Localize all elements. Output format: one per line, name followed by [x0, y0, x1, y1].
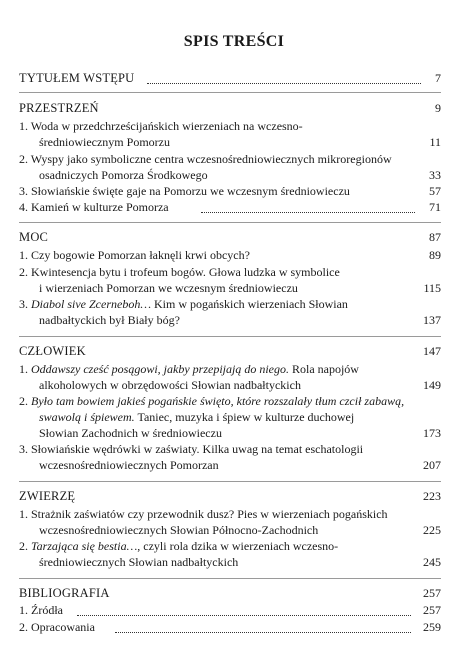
toc-entry-line[interactable] — [19, 554, 441, 570]
toc-entry-line[interactable] — [19, 619, 441, 635]
toc-entry-text: alkoholowych w obrzędowości Słowian nadbałtyckich — [39, 378, 301, 392]
toc-entry-text: nadbałtyckich był Biały bóg? — [39, 313, 180, 327]
section-label: MOC — [19, 230, 49, 244]
section-label: PRZESTRZEŃ — [19, 101, 99, 115]
toc-entry-tytulem[interactable] — [19, 70, 441, 86]
toc-entry-text: 2. Kwintesencja bytu i trofeum bogów. Głowa ludzka w symbolice — [19, 265, 340, 279]
toc-entry-line[interactable] — [19, 296, 441, 312]
page-number: 245 — [423, 555, 441, 569]
toc-entry-text: średniowiecznym Pomorzu — [39, 135, 170, 149]
leader-dots — [147, 82, 421, 84]
leader-dots — [77, 614, 411, 616]
toc-entry-text: 1. Czy bogowie Pomorzan łaknęli krwi obcych? — [19, 248, 250, 262]
toc-entry-text: 1. Źródła — [19, 603, 63, 617]
toc-entry-line[interactable] — [19, 425, 441, 441]
section-divider — [19, 481, 441, 482]
toc-entry-text: 2. Opracowania — [19, 620, 95, 634]
page-number: 257 — [423, 603, 441, 617]
toc-entry-text: 4. Kamień w kulturze Pomorza — [19, 200, 169, 214]
page-number: 33 — [429, 168, 441, 182]
page-number: 137 — [423, 313, 441, 327]
toc-section-bibliografia[interactable] — [19, 585, 441, 601]
toc-entry-line[interactable] — [19, 538, 441, 554]
section-label: BIBLIOGRAFIA — [19, 586, 110, 600]
toc-entry-text: osadniczych Pomorza Środkowego — [39, 168, 208, 182]
toc-entry-text: 2. Wyspy jako symboliczne centra wczesnośredniowiecznych mikroregionów — [19, 152, 392, 166]
toc-section-przestrzen[interactable] — [19, 100, 441, 116]
page-number: 207 — [423, 458, 441, 472]
toc-entry-text: Słowian Zachodnich w średniowieczu — [39, 426, 222, 440]
section-label: ZWIERZĘ — [19, 489, 76, 503]
section-divider — [19, 578, 441, 579]
toc-entry-line[interactable] — [19, 183, 441, 199]
toc-section-moc[interactable] — [19, 229, 441, 245]
page-number: 173 — [423, 426, 441, 440]
toc-section-czlowiek[interactable] — [19, 343, 441, 359]
toc-entry-line[interactable] — [19, 393, 441, 409]
toc-entry-text: 1. Woda w przedchrześcijańskich wierzeniach na wczesno- — [19, 119, 303, 133]
toc-entry-text: 3. Diabol sive Zcerneboh… Kim w pogańskich wierzeniach Słowian — [19, 297, 348, 311]
toc-entry-line[interactable] — [19, 522, 441, 538]
toc-section-zwierze[interactable] — [19, 488, 441, 504]
toc-entry-line[interactable] — [19, 506, 441, 522]
toc-entry-text: wczesnośredniowiecznych Słowian Północno-Zachodnich — [39, 523, 319, 537]
toc-entry-line[interactable] — [19, 441, 441, 457]
toc-entry-line[interactable] — [19, 167, 441, 183]
toc-entry-label: TYTUŁEM WSTĘPU — [19, 71, 135, 85]
toc-entry-line[interactable] — [19, 199, 441, 215]
toc-entry-text: 1. Strażnik zaświatów czy przewodnik dusz? Pies w wierzeniach pogańskich — [19, 507, 388, 521]
toc-entry-text: 2. Tarzająca się bestia…, czyli rola dzika w wierzeniach wczesno- — [19, 539, 339, 553]
toc-entry-text: średniowiecznych Słowian nadbałtyckich — [39, 555, 239, 569]
toc-entry-text: swawolą i śpiewem. Taniec, muzyka i śpiew w kulturze duchowej — [39, 410, 355, 424]
toc-entry-line[interactable] — [19, 118, 441, 134]
page-number: 7 — [435, 71, 441, 85]
toc-entry-text: wczesnośredniowiecznych Pomorzan — [39, 458, 219, 472]
section-label: CZŁOWIEK — [19, 344, 86, 358]
toc-entry-text: 2. Było tam bowiem jakieś pogańskie święto, które rozszalały tłum czcił zabawą, — [19, 394, 405, 408]
page-number: 87 — [429, 230, 441, 244]
toc-entry-line[interactable] — [19, 134, 441, 150]
toc-entry-line[interactable] — [19, 361, 441, 377]
page-number: 147 — [423, 344, 441, 358]
toc-entry-line[interactable] — [19, 602, 441, 618]
page-number: 225 — [423, 523, 441, 537]
toc-entry-text: 3. Słowiańskie święte gaje na Pomorzu we wczesnym średniowieczu — [19, 184, 350, 198]
toc-entry-text: i wierzeniach Pomorzan we wczesnym średniowieczu — [39, 281, 298, 295]
toc-entry-line[interactable] — [19, 247, 441, 263]
page-number: 149 — [423, 378, 441, 392]
toc-entry-line[interactable] — [19, 264, 441, 280]
toc-entry-text: 1. Oddawszy cześć posągowi, jakby przepijają do niego. Rola napojów — [19, 362, 359, 376]
page-number: 115 — [423, 281, 441, 295]
page-number: 257 — [423, 586, 441, 600]
toc-entry-line[interactable] — [19, 457, 441, 473]
section-divider — [19, 222, 441, 223]
page-number: 11 — [429, 135, 441, 149]
page-number: 89 — [429, 248, 441, 262]
section-divider — [19, 336, 441, 337]
toc-entry-line[interactable] — [19, 151, 441, 167]
toc-entry-line[interactable] — [19, 409, 441, 425]
toc-entry-text: 3. Słowiańskie wędrówki w zaświaty. Kilka uwag na temat eschatologii — [19, 442, 364, 456]
toc-entry-line[interactable] — [19, 312, 441, 328]
page-title: SPIS TREŚCI — [183, 33, 285, 50]
toc-entry-line[interactable] — [19, 280, 441, 296]
page-number: 259 — [423, 620, 441, 634]
page-number: 223 — [423, 489, 441, 503]
page-number: 71 — [429, 200, 441, 214]
page-number: 57 — [429, 184, 441, 198]
leader-dots — [201, 211, 415, 213]
toc-entry-line[interactable] — [19, 377, 441, 393]
leader-dots — [115, 631, 411, 633]
section-divider — [19, 92, 441, 93]
page-number: 9 — [435, 101, 441, 115]
